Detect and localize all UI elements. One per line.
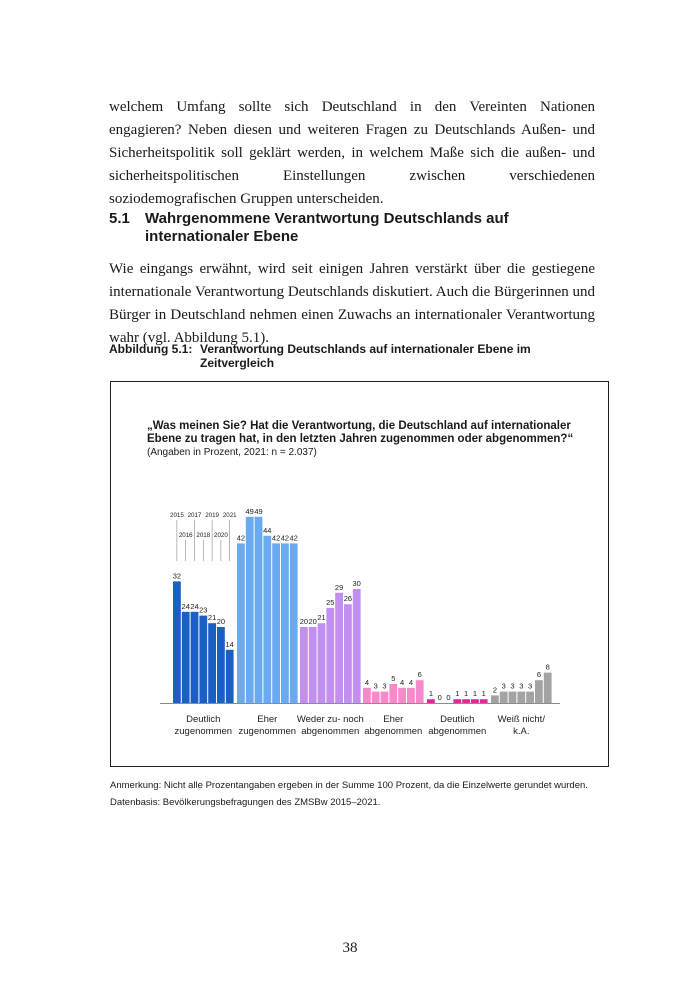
data-label: 3	[373, 681, 378, 691]
bar-3-0	[363, 688, 371, 703]
section-number: 5.1	[109, 210, 130, 227]
data-label: 1	[481, 689, 486, 699]
data-label: 24	[181, 601, 190, 611]
data-label: 32	[172, 571, 182, 581]
bar-4-6	[480, 699, 488, 703]
bar-0-1	[182, 612, 190, 703]
bar-2-2	[318, 623, 326, 703]
bar-3-2	[381, 692, 389, 703]
category-label: Weder zu- noch	[296, 714, 364, 725]
bar-1-2	[255, 517, 263, 703]
bar-3-4	[398, 688, 406, 703]
bar-0-0	[173, 581, 181, 703]
year-key-label: 2021	[222, 512, 237, 519]
data-label: 49	[254, 506, 263, 516]
category-label: Eher	[257, 714, 278, 725]
data-label: 14	[225, 639, 234, 649]
section-paragraph: Wie eingangs erwähnt, wird seit einigen Jahren verstärkt über die gestiegene internationale Verantwortung Deutschlands diskutiert. Auch die Bürgerinnen und Bürger in Deutschland nehmen einen Zuwachs an internationaler Verantwortung wahr (vgl. Abbildung 5.1).	[109, 261, 596, 346]
bar-1-6	[290, 543, 298, 703]
data-label: 20	[216, 617, 226, 626]
category-label: Eher	[383, 714, 404, 725]
data-label: 24	[190, 601, 199, 611]
bar-5-6	[544, 673, 552, 703]
data-label: 30	[352, 579, 361, 588]
bar-5-2	[509, 692, 517, 703]
year-key-label: 2015	[170, 512, 184, 519]
year-key-label: 2017	[187, 512, 202, 519]
data-label: 42	[236, 533, 246, 543]
bar-2-1	[309, 627, 317, 703]
bar-3-5	[407, 688, 415, 703]
bar-5-3	[517, 692, 525, 703]
bar-4-5	[471, 699, 479, 703]
data-label: 0	[446, 693, 451, 702]
figure-title: Verantwortung Deutschlands auf internationaler Ebene im Zeitvergleich	[200, 342, 531, 370]
category-label: Weiß nicht/	[497, 714, 545, 725]
data-label: 21	[317, 613, 326, 623]
bar-0-2	[191, 612, 199, 703]
data-label: 3	[528, 681, 533, 691]
year-key-label: 2019	[205, 512, 219, 519]
category-label: abgenommen	[301, 726, 360, 737]
data-label: 20	[308, 617, 317, 626]
bar-2-3	[326, 608, 334, 703]
category-label: k.A.	[513, 726, 530, 737]
year-key-label: 2016	[178, 532, 193, 539]
bar-1-5	[281, 543, 289, 703]
bar-5-5	[535, 680, 543, 703]
bar-4-3	[453, 699, 461, 703]
bar-3-6	[416, 680, 424, 703]
category-label: zugenommen	[238, 726, 297, 737]
data-label: 6	[536, 670, 541, 680]
data-label: 44	[263, 525, 272, 535]
data-label: 3	[510, 681, 515, 691]
bar-5-0	[491, 695, 499, 703]
data-label: 42	[280, 533, 290, 543]
data-label: 1	[472, 689, 477, 699]
data-label: 26	[343, 594, 353, 604]
bar-0-4	[208, 623, 216, 703]
bar-2-0	[300, 627, 308, 703]
data-label: 42	[289, 533, 298, 543]
data-label: 6	[417, 670, 422, 680]
bar-4-4	[462, 699, 470, 703]
data-label: 1	[428, 689, 433, 699]
bar-2-6	[353, 589, 361, 703]
bar-2-5	[344, 604, 352, 703]
data-label: 1	[464, 689, 469, 699]
data-label: 3	[501, 681, 506, 691]
data-label: 0	[437, 693, 442, 702]
category-label: abgenommen	[428, 726, 487, 737]
bar-2-4	[335, 593, 343, 703]
bar-3-1	[372, 692, 380, 703]
bar-4-0	[427, 699, 435, 703]
bar-1-4	[272, 543, 280, 703]
bar-0-6	[226, 650, 234, 703]
data-label: 5	[391, 674, 396, 683]
figure-label: Abbildung 5.1:	[109, 342, 193, 356]
data-label: 49	[245, 506, 254, 516]
bar-0-5	[217, 627, 225, 703]
figure-source: Datenbasis: Bevölkerungsbefragungen des ZMSBw 2015–2021.	[110, 797, 381, 808]
data-label: 4	[364, 677, 369, 687]
chart-question: „Was meinen Sie? Hat die Verantwortung, die Deutschland auf internationaler Ebene zu tragen hat, in den letzten Jahren zugenommen oder abgenommen?“	[147, 420, 574, 445]
data-label: 20	[299, 617, 309, 626]
category-label: Deutlich	[186, 714, 221, 725]
data-label: 4	[408, 677, 413, 687]
section-title: Wahrgenommene Verantwortung Deutschlands auf internationaler Ebene	[145, 210, 509, 245]
data-label: 23	[199, 605, 208, 615]
page-number: 38	[342, 940, 358, 956]
data-label: 3	[382, 681, 387, 691]
data-label: 25	[326, 598, 335, 607]
data-label: 3	[519, 681, 524, 691]
intro-paragraph: welchem Umfang sollte sich Deutschland in den Vereinten Nationen engagieren? Neben diesen und weiteren Fragen zu Deutschlands Außen- und Sicherheitspolitik soll geklärt werden, in welchem Maße sich die außen- und sicherheitspolitischen Einstellungen zwischen verschiedenen soziodemografischen Gruppen unterscheiden.	[109, 99, 595, 207]
bar-0-3	[199, 616, 207, 703]
figure-note: Anmerkung: Nicht alle Prozentangaben ergeben in der Summe 100 Prozent, da die Einzelwerte gerundet wurden.	[110, 780, 588, 791]
data-label: 21	[207, 613, 217, 623]
data-label: 8	[545, 662, 550, 672]
chart-subtitle: (Angaben in Prozent, 2021: n = 2.037)	[147, 447, 317, 458]
year-key-label: 2018	[196, 532, 211, 539]
bar-1-1	[246, 517, 254, 703]
category-label: zugenommen	[174, 726, 233, 737]
year-key-label: 2020	[214, 532, 228, 539]
category-label: Deutlich	[440, 714, 475, 725]
bar-5-4	[526, 692, 534, 703]
category-label: abgenommen	[364, 726, 423, 737]
data-label: 29	[334, 582, 344, 592]
data-label: 4	[400, 677, 405, 687]
bar-5-1	[500, 692, 508, 703]
bar-3-3	[389, 684, 397, 703]
bar-1-0	[237, 543, 245, 703]
bar-1-3	[263, 536, 271, 703]
data-label: 2	[492, 685, 497, 695]
data-label: 42	[271, 533, 281, 543]
data-label: 1	[455, 689, 460, 699]
